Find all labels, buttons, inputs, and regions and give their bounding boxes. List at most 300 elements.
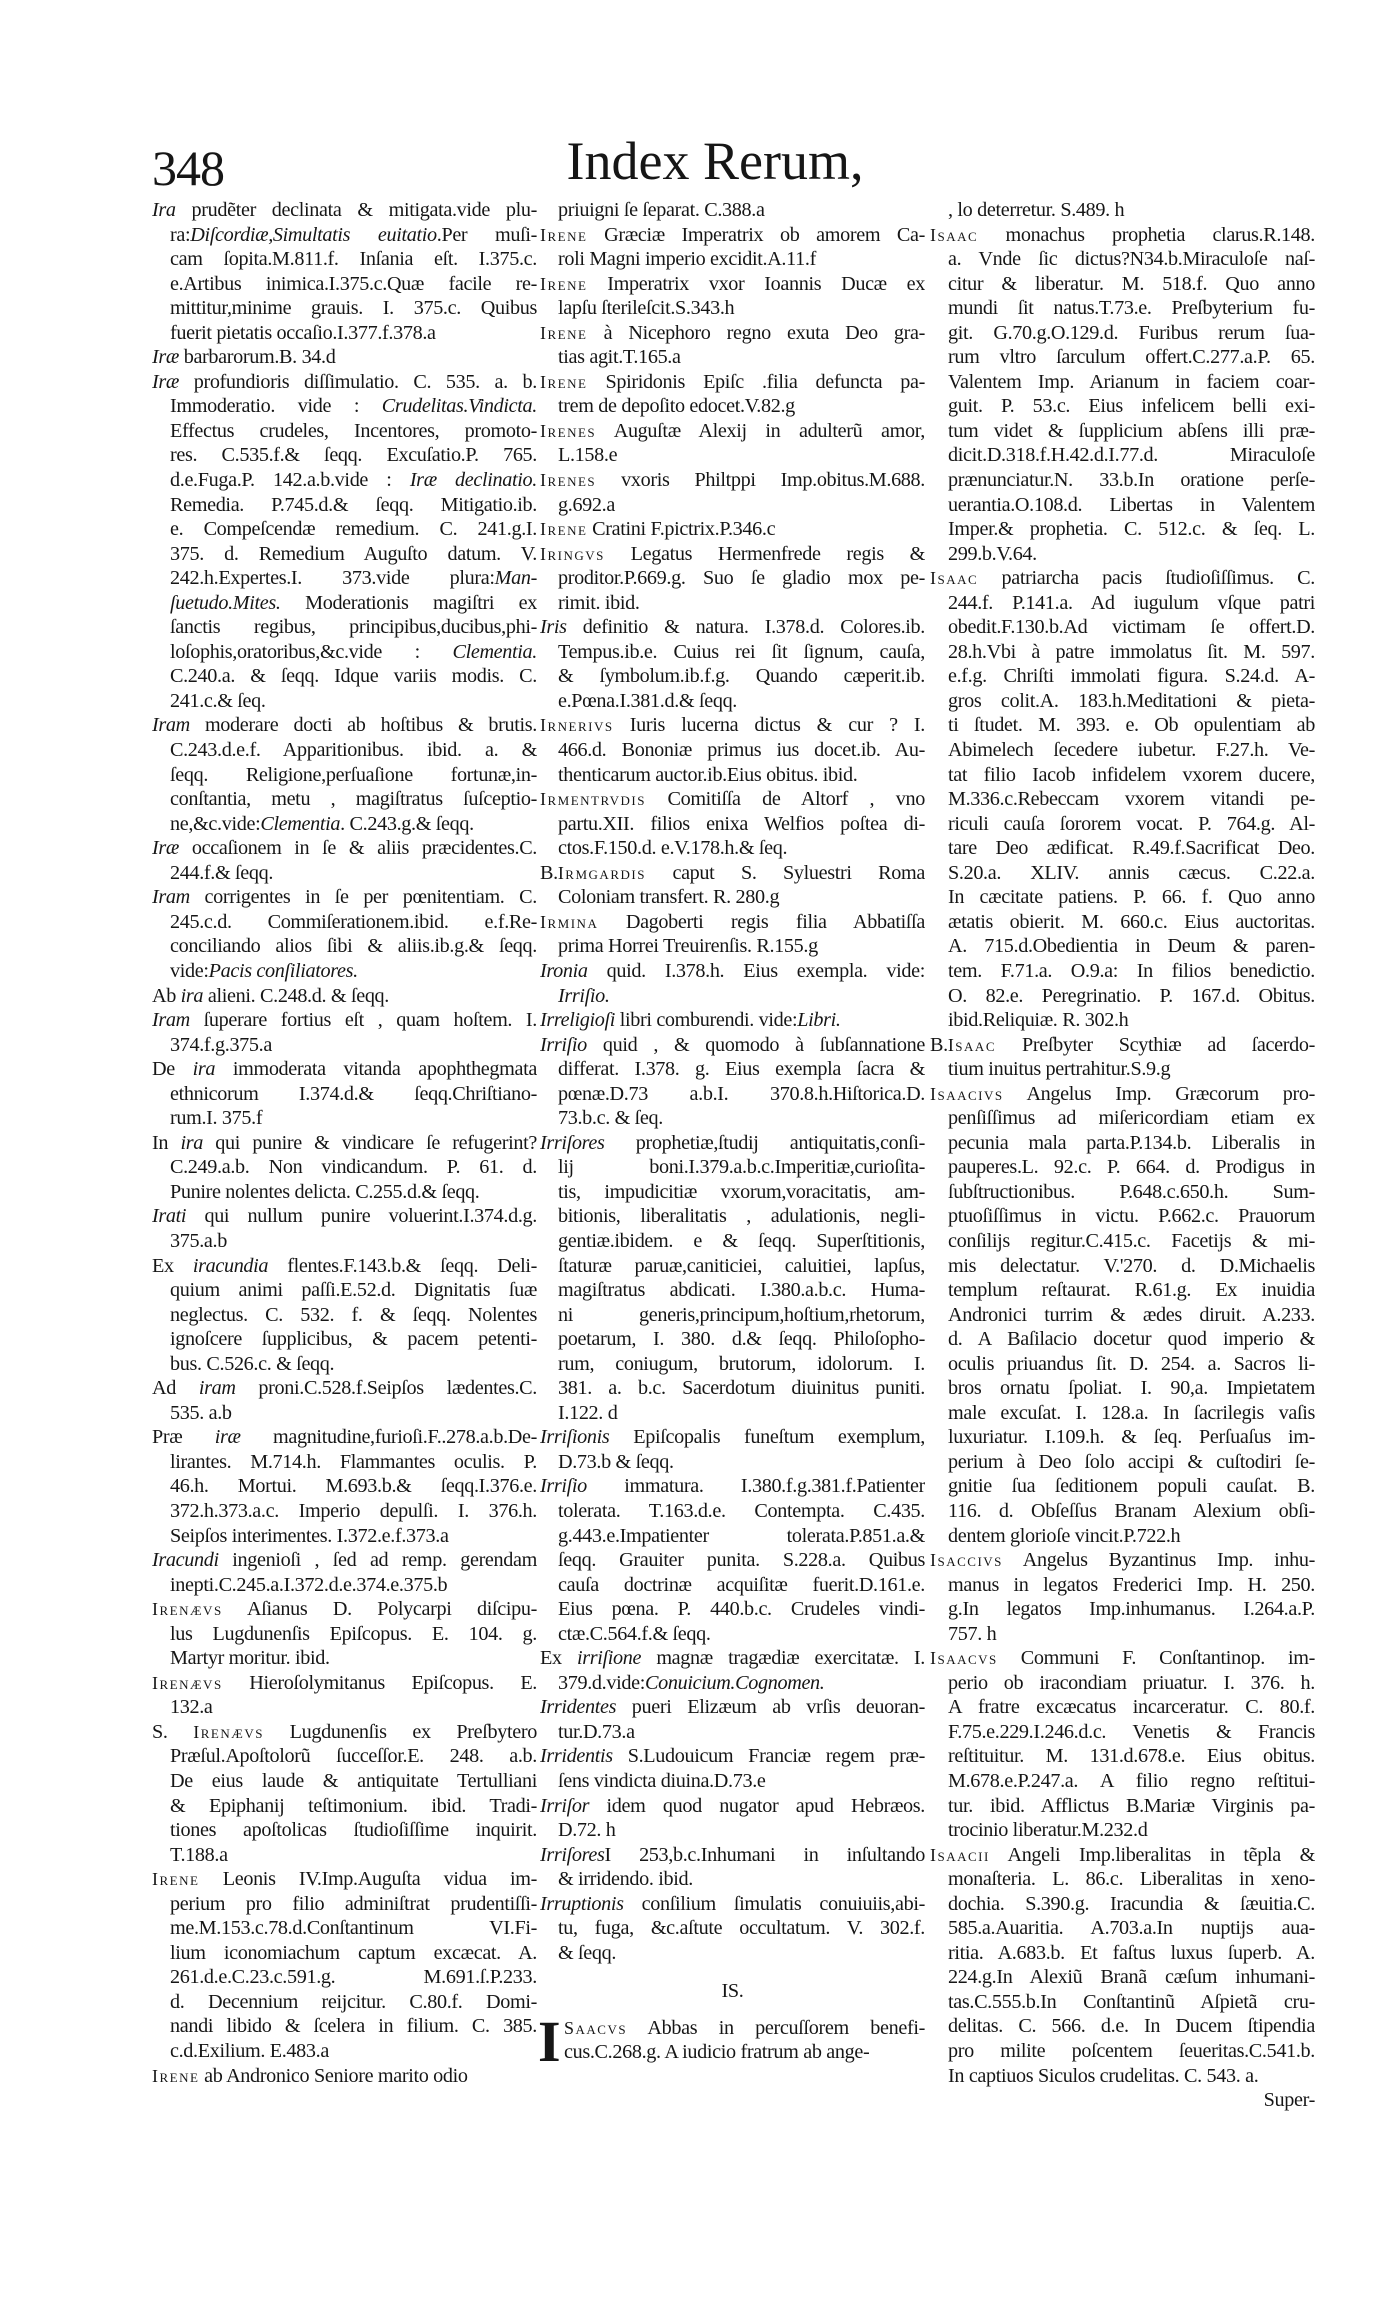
entry-text: tur. ibid. Afflictus B.Mariæ Virginis pa- xyxy=(948,1794,1315,1817)
entry-text: tare Deo ædificat. R.49.f.Sacrificat Deo. xyxy=(948,837,1315,860)
entry-text: perio ob iracondiam priuatur. I. 376. h. xyxy=(948,1671,1315,1694)
smallcaps-name: Irene xyxy=(152,1869,200,1890)
entry-text: g.692.a xyxy=(558,493,615,516)
entry-text: tur.D.73.a xyxy=(558,1720,635,1743)
entry-text: roli Magni imperio excidit.A.11.f xyxy=(558,248,816,271)
entry-text: monaſteria. L. 86.c. Liberalitas in xeno- xyxy=(948,1868,1315,1891)
entry-text: d.e.Fuga.P. 142.a.b.vide : xyxy=(170,469,410,492)
index-entry-line xyxy=(930,1303,1315,1328)
smallcaps-name: Irenævs xyxy=(152,1599,223,1620)
entry-text: & Epiphanij teſtimonium. ibid. Tradi- xyxy=(170,1794,537,1817)
entry-text: male excuſat. I. 128.a. In ſacrilegis vaſis xyxy=(948,1401,1315,1424)
entry-text: ctæ.C.564.f.& ſeqq. xyxy=(558,1622,711,1645)
index-entry-line xyxy=(540,934,925,959)
entry-text: & ſymbolum.ib.f.g. Quando cæperit.ib. xyxy=(558,665,925,688)
entry-text: lium iconomiachum captum excæcat. A. xyxy=(170,1941,537,1964)
index-entry-heading-line xyxy=(152,2064,537,2089)
index-entry-heading-line xyxy=(540,223,925,248)
index-entry-line xyxy=(930,1941,1315,1966)
index-entry-line xyxy=(152,738,537,763)
entry-text: conſilijs regitur.C.415.c. Facetijs & mi- xyxy=(948,1229,1315,1252)
index-entry-line xyxy=(152,1646,537,1671)
italic-term: iracundia xyxy=(192,1254,269,1277)
index-entry-line xyxy=(540,1867,925,1892)
index-column-right xyxy=(930,198,1315,2113)
index-entry-line xyxy=(540,984,925,1009)
entry-text: proditor.P.669.g. Suo ſe gladio mox pe- xyxy=(558,567,925,590)
index-entry-line xyxy=(152,1082,537,1107)
entry-text: prudẽter declinata & mitigata.vide plu- xyxy=(175,199,537,221)
entry-text: D.73.b & ſeqq. xyxy=(558,1450,674,1473)
index-entry-heading-line xyxy=(540,1008,925,1033)
index-entry-line xyxy=(930,2064,1315,2089)
entry-text: Coloniam transfert. R. 280.g xyxy=(558,886,780,909)
entry-text: perium pro filio adminiſtrat prudentiſſi- xyxy=(170,1892,537,1915)
entry-text: perium à Deo ſolo accipi & cuſtodiri ſe- xyxy=(948,1450,1315,1473)
entry-text: cus.C.268.g. A iudicio fratrum ab ange- xyxy=(564,2041,870,2064)
entry-text: C.240.a. & ſeqq. Idque variis modis. C. xyxy=(170,665,537,688)
entry-text: thenticarum auctor.ib.Eius obitus. ibid. xyxy=(558,763,858,786)
entry-text: Abbas in percuſſorem benefi- xyxy=(627,2016,925,2039)
entry-text: 46.h. Mortui. M.693.b.& ſeqq.I.376.e. xyxy=(170,1475,537,1498)
entry-text: definitio & natura. I.378.d. Colores.ib. xyxy=(566,616,925,639)
index-entry-line xyxy=(540,664,925,689)
entry-text: Auguſtæ Alexij in adulterũ amor, xyxy=(596,419,925,442)
entry-text: ra: xyxy=(170,223,191,246)
entry-text: lirantes. M.714.h. Flammantes oculis. P. xyxy=(170,1450,537,1473)
index-entry-line xyxy=(152,1180,537,1205)
index-entry-line xyxy=(930,370,1315,395)
entry-text: Tempus.ib.e. Cuius rei ſit ſignum, cauſa, xyxy=(558,640,925,663)
entry-text: occaſionem in ſe & aliis præcidentes.C. xyxy=(179,837,537,860)
index-entry-line xyxy=(930,885,1315,910)
entry-text: res. C.535.f.& ſeqq. Excuſatio.P. 765. xyxy=(170,444,537,467)
index-entry-line xyxy=(540,394,925,419)
index-entry-line xyxy=(152,566,537,591)
italic-term: Irati xyxy=(152,1205,187,1228)
smallcaps-name: Isaacii xyxy=(930,1844,990,1865)
entry-text: ritia. A.683.b. Et faſtus luxus ſuperb. A. xyxy=(948,1941,1315,1964)
smallcaps-name: Irenævs xyxy=(152,1672,223,1693)
entry-text: 375.a.b xyxy=(170,1229,227,1252)
index-entry-line xyxy=(152,1916,537,1941)
index-entry-line xyxy=(540,1204,925,1229)
italic-term: Pacis conſiliatores. xyxy=(208,959,358,982)
index-entry-heading-line xyxy=(540,419,925,444)
index-entry-line xyxy=(930,272,1315,297)
index-entry-line xyxy=(152,1229,537,1254)
entry-text: inepti.C.245.a.I.372.d.e.374.e.375.b xyxy=(170,1573,448,1596)
index-entry-line xyxy=(152,1106,537,1131)
smallcaps-name: Isaac xyxy=(930,568,979,589)
entry-text: In xyxy=(152,1131,181,1154)
smallcaps-name: Isaacvs xyxy=(930,1648,998,1669)
entry-text: vide: xyxy=(170,959,209,982)
entry-text: Eius pœna. P. 440.b.c. Crudeles vindi- xyxy=(558,1598,925,1621)
entry-text: Dagoberti regis filia Abbatiſſa xyxy=(598,910,925,933)
entry-text: g.443.e.Impatienter tolerata.P.851.a.& xyxy=(558,1524,925,1547)
index-entry-line xyxy=(930,787,1315,812)
smallcaps-name: Saacvs xyxy=(564,2017,628,2038)
italic-term: Iracundi xyxy=(152,1549,219,1572)
index-entry-line xyxy=(540,1254,925,1279)
entry-text: d. A Baſilacio docetur quod imperio & xyxy=(948,1328,1315,1351)
index-entry-line xyxy=(540,689,925,714)
index-entry-line xyxy=(540,1769,925,1794)
index-entry-line xyxy=(152,1695,537,1720)
italic-term: Irriſor xyxy=(540,1794,590,1817)
index-entry-line xyxy=(930,345,1315,370)
entry-text: me.M.153.c.78.d.Conſtantinum VI.Fi- xyxy=(170,1917,537,1940)
entry-text: Spiridonis Epiſc .filia defuncta pa- xyxy=(587,370,925,393)
entry-text: , lo deterretur. S.489. h xyxy=(948,199,1125,221)
italic-term: Iræ xyxy=(152,370,179,393)
entry-text: ne,&c.vide: xyxy=(170,812,261,835)
index-entry-line xyxy=(152,296,537,321)
entry-text: In captiuos Siculos crudelitas. C. 543. a. xyxy=(948,2064,1259,2087)
index-entry-line xyxy=(930,419,1315,444)
entry-text: Legatus Hermenfrede regis & xyxy=(604,542,925,565)
index-entry-line xyxy=(930,615,1315,640)
entry-text: .Per muſi- xyxy=(436,223,537,246)
entry-text: Angelus Imp. Græcorum pro- xyxy=(1003,1082,1315,1105)
entry-text: dochia. S.390.g. Iracundia & ſæuitia.C. xyxy=(948,1892,1315,1915)
index-entry-line xyxy=(540,493,925,518)
entry-text: ptuoſiſſimus in victu. P.662.c. Prauorum xyxy=(948,1205,1315,1228)
italic-term: Ira xyxy=(152,199,176,221)
entry-text: ſeqq. Religione,perſuaſione fortunæ,in- xyxy=(170,763,537,786)
index-entry-line xyxy=(540,1524,925,1549)
italic-term: Clementia xyxy=(260,812,341,835)
index-entry-heading-line xyxy=(152,1008,537,1033)
entry-text: conſilium ſimulatis conuiuiis,abi- xyxy=(623,1892,925,1915)
index-entry-line xyxy=(152,1744,537,1769)
index-entry-line xyxy=(540,1671,925,1696)
entry-text: fuerit pietatis occaſio.I.377.f.378.a xyxy=(170,321,436,344)
entry-text: B. xyxy=(930,1033,948,1056)
index-entry-heading-line xyxy=(540,1033,925,1058)
entry-text: T.188.a xyxy=(170,1843,228,1866)
entry-text: profundioris diſſimulatio. C. 535. a. b. xyxy=(179,370,537,393)
index-entry-heading-line xyxy=(540,2040,925,2065)
italic-term: Iræ xyxy=(152,346,179,369)
index-entry-line xyxy=(930,517,1315,542)
entry-text: moderare docti ab hoſtibus & brutis. xyxy=(189,714,537,737)
index-entry-line xyxy=(152,640,537,665)
index-entry-line xyxy=(930,1990,1315,2015)
index-entry-line xyxy=(152,1155,537,1180)
index-entry-heading-line xyxy=(152,345,537,370)
italic-term: ira xyxy=(180,984,204,1007)
entry-text: In cæcitate patiens. P. 66. f. Quo anno xyxy=(948,886,1315,909)
index-entry-heading-line xyxy=(152,885,537,910)
entry-text: O. 82.e. Peregrinatio. P. 167.d. Obitus. xyxy=(948,984,1315,1007)
entry-text: Valentem Imp. Arianum in faciem coar- xyxy=(948,370,1315,393)
italic-term: Crudelitas.Vindicta. xyxy=(381,395,537,418)
smallcaps-name: Isaac xyxy=(930,224,979,245)
italic-term: iram xyxy=(198,1377,236,1400)
index-entry-line xyxy=(152,763,537,788)
entry-text: 244.f.& ſeqq. xyxy=(170,861,274,884)
index-entry-heading-line xyxy=(540,959,925,984)
entry-text: lapſu ſterileſcit.S.343.h xyxy=(558,297,735,320)
index-entry-heading-line xyxy=(152,1057,537,1082)
entry-text: & ſeqq. xyxy=(558,1941,617,1964)
smallcaps-name: Irenes xyxy=(540,420,597,441)
italic-term: Irreligioſi xyxy=(540,1009,616,1032)
entry-text: tis, impudicitiæ vxorum,voracitatis, am- xyxy=(558,1180,925,1203)
page-title: Index Rerum, xyxy=(566,131,864,191)
index-column-left xyxy=(152,198,537,2088)
index-entry-line xyxy=(152,1573,537,1598)
entry-text: Præſul.Apoſtolorũ ſucceſſor.E. 248. a.b. xyxy=(170,1745,537,1768)
italic-term: Irriſionis xyxy=(540,1426,610,1449)
entry-text: tem. F.71.a. O.9.a: In filios benedictio. xyxy=(948,959,1315,982)
entry-text: qui punire & vindicare ſe refugerint? xyxy=(202,1131,537,1154)
entry-text: e.Artibus inimica.I.375.c.Quæ facile re- xyxy=(170,272,537,295)
entry-text: Moderationis magiſtri ex xyxy=(280,591,537,614)
entry-text: quid , & quomodo à ſubſannatione xyxy=(586,1033,925,1056)
index-entry-line xyxy=(152,321,537,346)
entry-text: mittitur,minime grauis. I. 375.c. Quibus xyxy=(170,297,537,320)
index-entry-line xyxy=(540,1720,925,1745)
entry-text: ibid.Reliquiæ. R. 302.h xyxy=(948,1009,1129,1032)
index-entry-line xyxy=(930,1278,1315,1303)
italic-term: ſuetudo.Mites. xyxy=(170,591,281,614)
entry-text: 379.d.vide: xyxy=(558,1671,645,1694)
entry-text: 73.b.c. & ſeq. xyxy=(558,1107,663,1130)
index-entry-heading-line xyxy=(152,984,537,1009)
entry-text: e. Compeſcendæ remedium. C. 241.g.I. xyxy=(170,518,537,541)
italic-term: Irriſio xyxy=(540,1033,587,1056)
index-entry-heading-line xyxy=(540,1744,925,1769)
entry-text: Martyr moritur. ibid. xyxy=(170,1647,330,1670)
entry-text: tium inuitus pertrahitur.S.9.g xyxy=(948,1058,1171,1081)
entry-text: Imperatrix vxor Ioannis Ducæ ex xyxy=(587,272,925,295)
entry-text: e.Pœna.I.381.d.& ſeqq. xyxy=(558,689,738,712)
entry-text: vxoris Philtppi Imp.obitus.M.688. xyxy=(596,469,925,492)
index-entry-line xyxy=(540,1082,925,1107)
index-entry-heading-line xyxy=(540,1131,925,1156)
smallcaps-name: Isaacivs xyxy=(930,1083,1004,1104)
index-entry-line xyxy=(152,1622,537,1647)
entry-text: idem quod nugator apud Hebræos. xyxy=(589,1794,925,1817)
smallcaps-name: Irmgardis xyxy=(557,862,646,883)
index-entry-line xyxy=(930,1965,1315,1990)
index-entry-heading-line xyxy=(540,615,925,640)
dropcap-letter: I xyxy=(538,2008,561,2074)
entry-text: Ex xyxy=(540,1647,577,1670)
entry-text: pecunia mala parta.P.134.b. Liberalis in xyxy=(948,1131,1315,1154)
entry-text: caput S. Syluestri Roma xyxy=(645,861,925,884)
index-entry-line xyxy=(930,1425,1315,1450)
entry-text: 241.c.& ſeq. xyxy=(170,689,266,712)
entry-text: prima Horrei Treuirenſis. R.155.g xyxy=(558,935,818,958)
entry-text: pro milite poſcentem ſeueritas.C.541.b. xyxy=(948,2040,1315,2063)
index-entry-line xyxy=(540,1352,925,1377)
entry-text: obedit.F.130.b.Ad victimam ſe offert.D. xyxy=(948,616,1315,639)
entry-text: trem de depoſito edocet.V.82.g xyxy=(558,395,795,418)
entry-text: 224.g.In Alexiũ Branã cæſum inhumani- xyxy=(948,1966,1315,1989)
smallcaps-name: Irmentrvdis xyxy=(540,789,646,810)
italic-term: Irriſio. xyxy=(558,984,610,1007)
entry-text: ſubſtructionibus. P.648.c.650.h. Sum- xyxy=(948,1180,1315,1203)
index-entry-line xyxy=(152,1892,537,1917)
index-entry-line xyxy=(152,1474,537,1499)
entry-text: alieni. C.248.d. & ſeqq. xyxy=(203,984,389,1007)
index-entry-line xyxy=(930,738,1315,763)
entry-text: rimit. ibid. xyxy=(558,591,640,614)
entry-text: Lugdunenſis ex Preſbytero xyxy=(263,1720,537,1743)
entry-text: Seipſos interimentes. I.372.e.f.373.a xyxy=(170,1524,449,1547)
italic-term: Man- xyxy=(494,567,537,590)
index-entry-line xyxy=(930,2014,1315,2039)
index-entry-line xyxy=(930,247,1315,272)
entry-text: conciliando alios ſibi & aliis.ib.g.& ſeqq. xyxy=(170,935,537,958)
entry-text: C.243.d.e.f. Apparitionibus. ibid. a. & xyxy=(170,739,537,762)
entry-text: corrigentes in ſe per pœnitentiam. C. xyxy=(189,886,537,909)
entry-text: quium animi paſſi.E.52.d. Dignitatis ſuæ xyxy=(170,1279,537,1302)
index-entry-line xyxy=(152,1499,537,1524)
entry-text: pueri Elizæum ab vrſis deuoran- xyxy=(616,1696,925,1719)
index-entry-line xyxy=(930,861,1315,886)
index-entry-line xyxy=(152,861,537,886)
index-entry-line xyxy=(540,566,925,591)
smallcaps-name: Irmina xyxy=(540,911,599,932)
index-entry-line xyxy=(930,1450,1315,1475)
entry-text: 375. d. Remedium Auguſto datum. V. xyxy=(170,542,537,565)
entry-text: Epiſcopalis funeſtum exemplum, xyxy=(609,1426,925,1449)
index-entry-heading-line xyxy=(540,1892,925,1917)
entry-text: ſens vindicta diuina.D.73.e xyxy=(558,1770,766,1792)
index-entry-line xyxy=(540,296,925,321)
entry-text: Abimelech ſecedere iubetur. F.27.h. Ve- xyxy=(948,739,1315,762)
index-entry-line xyxy=(930,1671,1315,1696)
smallcaps-name: Iringvs xyxy=(540,543,605,564)
index-entry-line xyxy=(930,1916,1315,1941)
index-entry-line xyxy=(540,1278,925,1303)
page-number: 348 xyxy=(152,140,224,196)
index-entry-heading-line xyxy=(152,1867,537,1892)
entry-text: patriarcha pacis ſtudioſiſſimus. C. xyxy=(978,567,1315,590)
entry-text: ignoſcere ſupplicibus, & pacem petenti- xyxy=(170,1328,537,1351)
entry-text: 261.d.e.C.23.c.591.g. M.691.ſ.P.233. xyxy=(170,1966,537,1989)
entry-text: manus in legatos Frederici Imp. H. 250. xyxy=(948,1573,1315,1596)
index-entry-line xyxy=(152,787,537,812)
entry-text: Communi F. Conſtantinop. im- xyxy=(997,1647,1315,1670)
entry-text: Angelus Byzantinus Imp. inhu- xyxy=(1002,1549,1315,1572)
index-entry-line xyxy=(540,885,925,910)
entry-text: magnitudine,furioſi.F..278.a.b.De- xyxy=(240,1426,537,1449)
entry-text: ætatis obierit. M. 660.c. Eius auctoritas. xyxy=(948,910,1315,933)
entry-text: trocinio liberatur.M.232.d xyxy=(948,1819,1148,1842)
index-entry-line xyxy=(930,1401,1315,1426)
index-entry-line xyxy=(930,1794,1315,1819)
index-entry-line xyxy=(152,468,537,493)
index-entry-line xyxy=(930,1892,1315,1917)
entry-text: mundi ſit natus.T.73.e. Preſbyterium fu- xyxy=(948,297,1315,320)
entry-text: cam ſopita.M.811.f. Inſania eſt. I.375.c. xyxy=(170,248,537,271)
index-entry-line xyxy=(152,517,537,542)
entry-text: ſtaturæ paruæ,caniticiei, caluitiei, lapſus, xyxy=(558,1254,925,1277)
italic-term: iræ xyxy=(214,1426,241,1449)
entry-text: flentes.F.143.b.& ſeqq. Deli- xyxy=(268,1254,537,1277)
index-entry-line xyxy=(930,1744,1315,1769)
index-entry-line xyxy=(540,1941,925,1966)
index-entry-line xyxy=(540,247,925,272)
index-entry-line xyxy=(930,1376,1315,1401)
entry-text: Angeli Imp.liberalitas in tẽpla & xyxy=(989,1843,1315,1866)
index-entry-line xyxy=(152,1033,537,1058)
index-entry-line xyxy=(930,1573,1315,1598)
index-entry-line xyxy=(930,443,1315,468)
index-entry-line xyxy=(540,1303,925,1328)
entry-text: nandi libido & ſcelera in filium. C. 385. xyxy=(170,2015,537,2038)
index-entry-line xyxy=(930,542,1315,567)
index-entry-line xyxy=(930,812,1315,837)
index-entry-heading-line xyxy=(930,1033,1315,1058)
index-entry-line xyxy=(540,1376,925,1401)
italic-term: Iram xyxy=(152,1009,190,1032)
index-entry-line xyxy=(152,591,537,616)
index-entry-line xyxy=(930,1106,1315,1131)
index-entry-heading-line xyxy=(152,1720,537,1745)
index-entry-line xyxy=(930,1057,1315,1082)
index-entry-heading-line xyxy=(152,198,537,223)
entry-text: Aſianus D. Polycarpi diſcipu- xyxy=(222,1598,537,1621)
index-entry-line xyxy=(152,1524,537,1549)
index-entry-line xyxy=(930,591,1315,616)
entry-text: F.75.e.229.I.246.d.c. Venetis & Francis xyxy=(948,1720,1315,1743)
entry-text: Effectus crudeles, Incentores, promoto- xyxy=(170,419,537,442)
entry-text: git. G.70.g.O.129.d. Furibus rerum ſua- xyxy=(948,321,1315,344)
index-entry-line xyxy=(152,443,537,468)
entry-text: Ad xyxy=(152,1377,199,1400)
index-entry-line xyxy=(930,910,1315,935)
entry-text: ni generis,principum,hoſtium,rhetorum, xyxy=(558,1303,925,1326)
index-entry-line xyxy=(152,615,537,640)
entry-text: ab Andronico Seniore marito odio xyxy=(199,2064,468,2087)
entry-text: 245.c.d. Commiſerationem.ibid. e.f.Re- xyxy=(170,910,537,933)
entry-text: d. Decennium reijcitur. C.80.f. Domi- xyxy=(170,1990,537,2013)
entry-text: delitas. C. 566. d.e. In Ducem ſtipendia xyxy=(948,2015,1315,2038)
smallcaps-name: Isaac xyxy=(947,1034,996,1055)
index-entry-heading-line xyxy=(930,223,1315,248)
italic-term: Iram xyxy=(152,886,190,909)
index-entry-heading-line xyxy=(540,2016,925,2041)
index-entry-heading-line xyxy=(152,836,537,861)
entry-text: quid. I.378.h. Eius exempla. vide: xyxy=(587,959,925,982)
entry-text: Ab xyxy=(152,984,181,1007)
dropcap-entry xyxy=(538,2008,925,2074)
entry-text: tiones apoſtolicas ſtudioſiſſime inquirit. xyxy=(170,1819,537,1842)
entry-text: . C.243.g.& ſeqq. xyxy=(340,812,474,835)
index-entry-line xyxy=(930,1155,1315,1180)
index-entry-line xyxy=(930,934,1315,959)
entry-text: pœnæ.D.73 a.b.I. 370.8.h.Hiſtorica.D. xyxy=(558,1082,925,1105)
index-entry-heading-line xyxy=(152,1254,537,1279)
entry-text: ethnicorum I.374.d.& ſeqq.Chriſtiano- xyxy=(170,1082,537,1105)
index-entry-heading-line xyxy=(152,1131,537,1156)
entry-text: neglectus. C. 532. f. & ſeqq. Nolentes xyxy=(170,1303,537,1326)
index-entry-heading-line xyxy=(152,370,537,395)
index-column-middle xyxy=(538,198,925,2074)
index-entry-heading-line xyxy=(540,517,925,542)
entry-text: partu.XII. filios enixa Welfios poſtea di- xyxy=(558,812,925,835)
index-entry-line xyxy=(930,1327,1315,1352)
index-entry-line xyxy=(930,713,1315,738)
entry-text: rum.I. 375.f xyxy=(170,1107,263,1130)
